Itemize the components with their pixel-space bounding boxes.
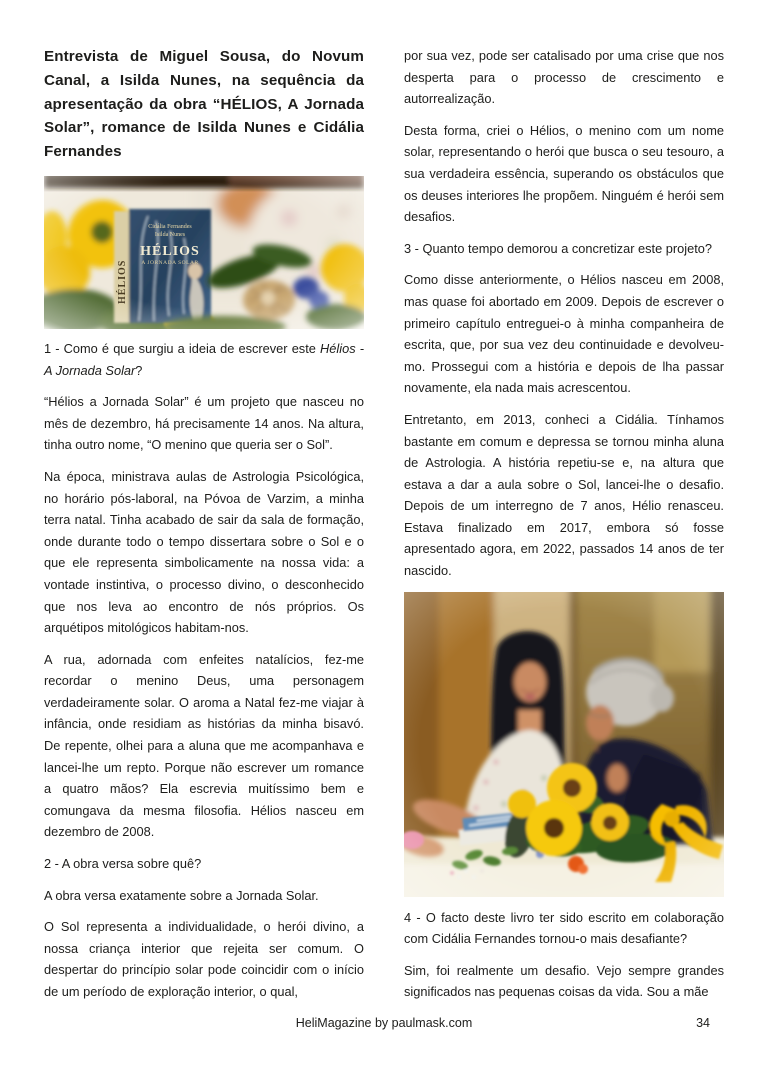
paragraph: Desta forma, criei o Hélios, o menino com um nome solar, representando o herói que busca o seu tesouro, a sua verdadeira essência, superando os obstáculos que os deuses interiores lhe propõem. Ninguém é herói sem desafios. — [404, 122, 724, 225]
question-1-suffix: ? — [135, 362, 143, 378]
photo2-vignette — [404, 592, 724, 897]
question-4: 4 - O facto deste livro ter sido escrito em colaboração com Cidália Fernandes tornou-o mais desafiante? — [404, 909, 724, 947]
article-title: Entrevista de Miguel Sousa, do Novum Canal, a Isilda Nunes, na sequência da apresentação da obra “HÉLIOS, A Jornada Solar”, romance de Isilda Nunes e Cidália Fernandes — [44, 48, 364, 161]
paragraph: Entretanto, em 2013, conheci a Cidália. Tínhamos bastante em comum e depressa se tornou minha aluna de Astrologia. A história repetiu-se e, na altura que estava a dar a aula sobre o Sol, lancei-lhe o desafio. Depois de um interregno de 7 anos, Hélio renasceu. Estava finalizado em 2017, embora só fosse apresentado agora, em 2022, passados 14 anos de ter nascido. — [404, 411, 724, 579]
question-1-book-title: Hélios - A Jornada Solar — [44, 340, 364, 378]
paragraph: “Hélios a Jornada Solar” é um projeto que nasceu no mês de dezembro, há precisamente 14 anos. Na altura, tinha outro nome, “O menino que queria ser o Sol”. — [44, 394, 364, 453]
paragraph: Sim, foi realmente um desafio. Vejo sempre grandes significados nas pequenas coisas da vida. Sou a mãe — [404, 962, 724, 1000]
paragraph: O Sol representa a individualidade, o herói divino, a nossa criança interior que rejeita ser comum. O despertar do princípio solar pode coincidir com o início de um período de exploração interior, o qual, — [44, 919, 364, 1000]
footer-magazine-credit: HeliMagazine by paulmask.com — [295, 1016, 473, 1030]
paragraph: Como disse anteriormente, o Hélios nasceu em 2008, mas quase foi abortado em 2009. Depois de escrever o primeiro capítulo entreguei-o à minha companheira de escrita, que, por sua vez deu continuidade e devolveu-mo. Prossegui com a história e depois de lha passar novamente, ela nada mais acrescentou. — [404, 272, 724, 396]
question-1-prefix: 1 - Como é que surgiu a ideia de escrever este — [44, 340, 321, 356]
paragraph: por sua vez, pode ser catalisado por uma crise que nos desperta para o processo de crescimento e autorrealização. — [404, 48, 724, 107]
photo1-vignette — [44, 176, 364, 329]
paragraph: Na época, ministrava aulas de Astrologia Psicológica, no horário pós-laboral, na Póvoa de Varzim, a minha terra natal. Tinha acabado de sair da sala de formação, onde durante todo o tempo dissertara sobre o Sol e o que ele representa simbolicamente na nossa vida: a vontade instintiva, o processo divino, o desconhecido que nos leva ao encontro de nós próprios. Os arquétipos mitológicos habitam-nos. — [44, 468, 364, 636]
page-footer — [0, 1016, 768, 1038]
question-3: 3 - Quanto tempo demorou a concretizar este projeto? — [404, 240, 713, 256]
question-2: 2 - A obra versa sobre quê? — [44, 856, 202, 872]
left-column — [44, 45, 364, 1013]
book-presentation-photo — [44, 176, 364, 329]
paragraph: A obra versa exatamente sobre a Jornada Solar. — [44, 887, 319, 903]
paragraph: A rua, adornada com enfeites natalícios, fez-me recordar o menino Deus, uma personagem verdadeiramente solar. O aroma a Natal fez-me viajar à infância, onde residiam as histórias da minha bisavó. De repente, olhei para a aluna que me acompanhava e lancei-lhe um repto. Porque não escrever um romance a quatro mãos? Ela escrevia muitíssimo bem e comungava da mesma filosofia. Hélios nasceu em dezembro de 2008. — [44, 651, 364, 840]
authors-photo — [404, 592, 724, 897]
question-1 — [44, 338, 364, 381]
right-column — [404, 45, 724, 1013]
page-number: 34 — [696, 1016, 710, 1030]
